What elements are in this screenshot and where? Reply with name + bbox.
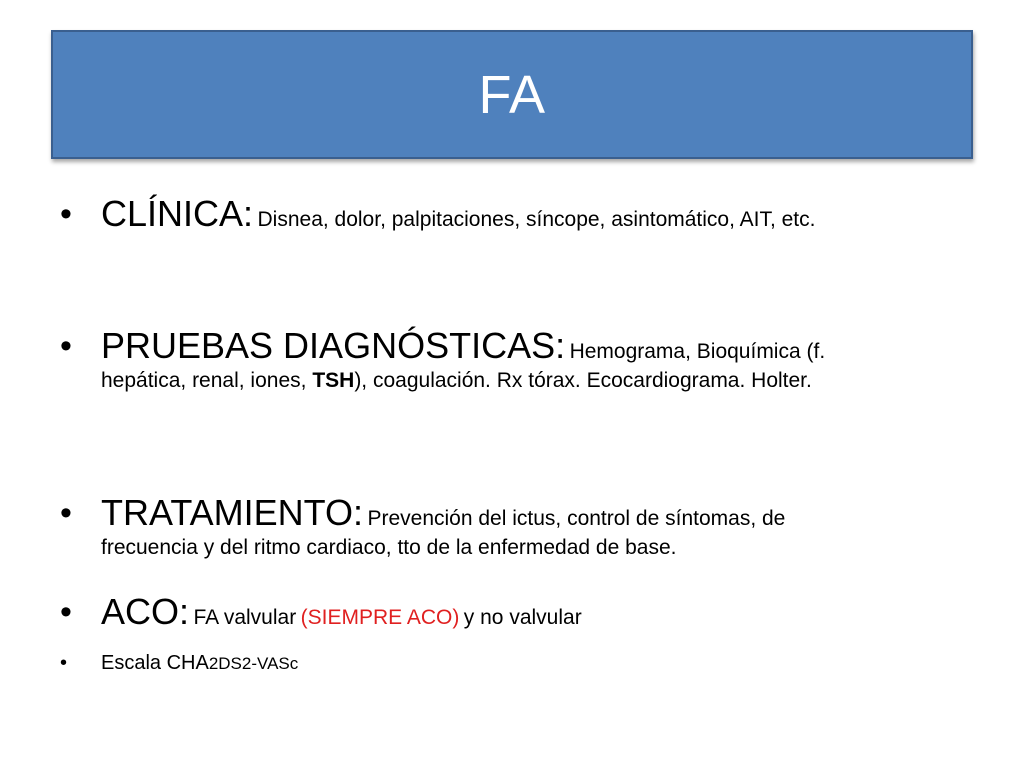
clinica-label: CLÍNICA: [101, 193, 254, 234]
tratamiento-label: TRATAMIENTO: [101, 492, 364, 533]
escala-subtext: 2DS2-VASc [208, 654, 299, 673]
bullet-dot: • [60, 327, 72, 365]
tratamiento-text-1: Prevención del ictus, control de síntomas, de [367, 507, 786, 530]
slide-title: FA [478, 64, 546, 125]
aco-label: ACO: [101, 591, 190, 632]
pruebas-label: PRUEBAS DIAGNÓSTICAS: [101, 325, 566, 366]
pruebas-text-1: Hemograma, Bioquímica (f. [569, 340, 826, 363]
bullet-dot: • [60, 195, 72, 233]
tratamiento-text-2: frecuencia y del ritmo cardiaco, tto de la enfermedad de base. [101, 536, 677, 559]
aco-text-red: (SIEMPRE ACO) [300, 606, 460, 629]
bullet-dot: • [60, 593, 72, 631]
escala-text: Escala CHA [101, 652, 209, 674]
aco-text-a: FA valvular [193, 606, 297, 629]
bullet-dot: • [60, 494, 72, 532]
bullet-dot: • [60, 652, 68, 674]
pruebas-text-2a: hepática, renal, iones, [101, 369, 307, 392]
pruebas-text-2b: ), coagulación. Rx tórax. Ecocardiograma. Holter. [354, 369, 812, 392]
aco-text-b: y no valvular [463, 606, 582, 629]
pruebas-tsh: TSH [312, 369, 355, 392]
title-banner [51, 30, 973, 159]
clinica-text: Disnea, dolor, palpitaciones, síncope, asintomático, AIT, etc. [257, 208, 816, 231]
